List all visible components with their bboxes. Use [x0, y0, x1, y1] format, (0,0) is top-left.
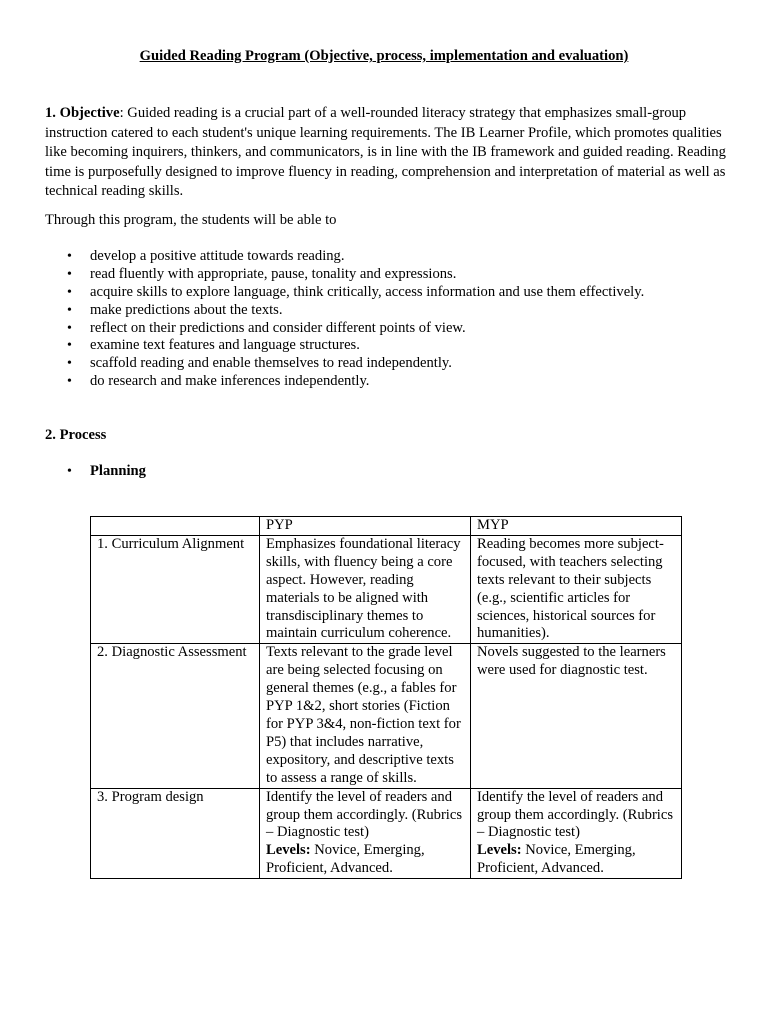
list-item [45, 337, 735, 355]
document-title: Guided Reading Program (Objective, process, implementation and evaluation) [139, 48, 629, 64]
list-item-text: examine text features and language structures. [90, 337, 360, 354]
objective-paragraph [45, 104, 727, 202]
row-label-cell: 2. Diagnostic Assessment [91, 644, 260, 788]
list-item [45, 320, 735, 338]
bullet-icon: • [67, 374, 72, 390]
levels-label: Levels: [477, 842, 522, 859]
list-item [45, 248, 735, 266]
row-label-cell: 3. Program design [91, 788, 260, 879]
process-heading: 2. Process [45, 427, 107, 443]
objective-text: : Guided reading is a crucial part of a well-rounded literacy strategy that emphasizes small-group instruction catered to each student's unique learning requirements. The IB Learner Profile, which promotes qualities like becoming inquirers, thinkers, and communicators, is in line with the IB framework and guided reading. Reading time is purposefully designed to improve fluency in reading, comprehension and interpretation of material as well as technical reading skills. [45, 105, 726, 199]
myp-cell: Novels suggested to the learners were used for diagnostic test. [471, 644, 682, 788]
intro-line: Through this program, the students will be able to [45, 212, 337, 228]
pyp-cell [260, 788, 471, 879]
levels-text: Novice, Emerging, Proficient, Advanced. [266, 842, 425, 877]
bullet-icon: • [67, 338, 72, 354]
list-item-text: do research and make inferences independently. [90, 373, 370, 390]
levels-label: Levels: [266, 842, 311, 859]
row-label-cell: 1. Curriculum Alignment [91, 535, 260, 643]
list-item-text: develop a positive attitude towards reading. [90, 248, 345, 264]
list-item-text: scaffold reading and enable themselves to read independently. [90, 355, 452, 372]
levels-text: Novice, Emerging, Proficient, Advanced. [477, 842, 636, 877]
bullet-icon: • [67, 464, 72, 479]
objective-heading: 1. Objective [45, 105, 120, 121]
pyp-cell: Emphasizes foundational literacy skills, with fluency being a core aspect. However, reading materials to be aligned with transdisciplinary themes to maintain curriculum coherence. [260, 535, 471, 643]
table-header-cell: PYP [260, 517, 471, 536]
bullet-icon: • [67, 320, 72, 336]
pyp-design-text: Identify the level of readers and group them accordingly. (Rubrics – Diagnostic test) [266, 788, 463, 841]
list-item [45, 266, 735, 284]
table-row [91, 535, 682, 643]
bullet-icon: • [67, 302, 72, 318]
list-item [45, 355, 735, 373]
table-header-row [91, 517, 682, 536]
list-item-text: reflect on their predictions and consider different points of view. [90, 319, 466, 336]
table-header-cell [91, 517, 260, 536]
planning-table [90, 516, 682, 879]
list-item-text: read fluently with appropriate, pause, tonality and expressions. [90, 265, 457, 282]
bullet-icon: • [67, 249, 72, 264]
myp-design-text: Identify the level of readers and group them accordingly. (Rubrics – Diagnostic test) [477, 788, 674, 841]
list-item [45, 373, 735, 391]
bullet-icon: • [67, 266, 72, 282]
table-row [91, 644, 682, 788]
list-item-text: acquire skills to explore language, think critically, access information and use them effectively. [90, 283, 645, 300]
table-header-cell: MYP [471, 517, 682, 536]
list-item-text: make predictions about the texts. [90, 301, 283, 318]
planning-label: Planning [90, 463, 146, 479]
myp-cell [471, 788, 682, 879]
planning-subheading [45, 462, 146, 482]
myp-cell: Reading becomes more subject-focused, with teachers selecting texts relevant to their subjects (e.g., scientific articles for sciences, historical sources for humanities). [471, 535, 682, 643]
objectives-list [45, 248, 735, 391]
bullet-icon: • [67, 284, 72, 300]
list-item [45, 284, 735, 302]
table-row [91, 788, 682, 879]
bullet-icon: • [67, 356, 72, 372]
pyp-cell: Texts relevant to the grade level are being selected focusing on general themes (e.g., a fables for PYP 1&2, short stories (Fiction for PYP 3&4, non-fiction text for P5) that includes narrative, expository, and descriptive texts to assess a range of skills. [260, 644, 471, 788]
list-item [45, 302, 735, 320]
